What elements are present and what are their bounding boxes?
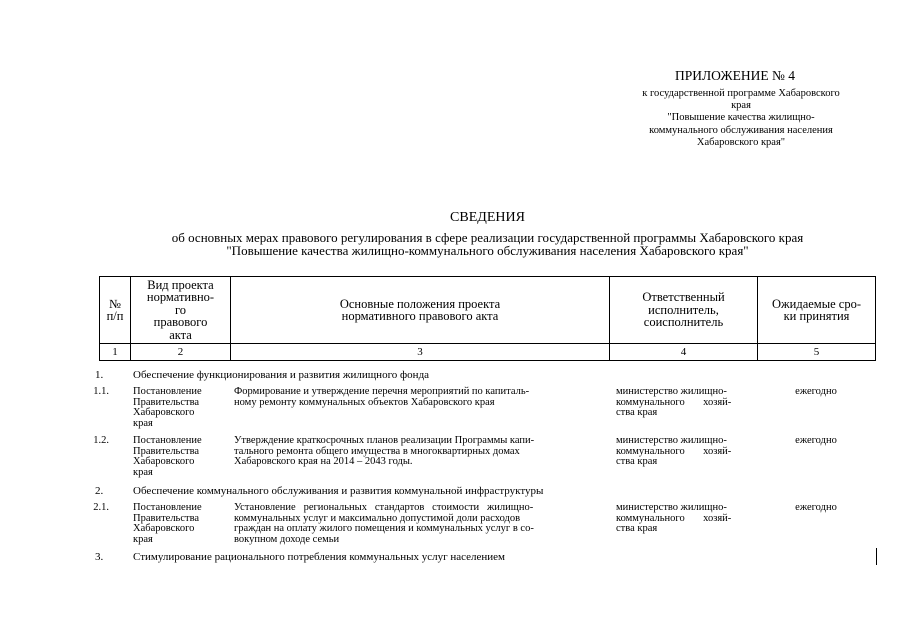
text-cursor: [876, 548, 877, 565]
item-exec-line: ства края: [616, 407, 658, 418]
item-type-line: Правительства: [133, 512, 200, 524]
item-desc-line: граждан на оплату жилого помещения и коммунальных услуг в со-: [234, 523, 534, 534]
section-row: [95, 552, 103, 563]
item-description: [234, 436, 612, 468]
item-type-line: Постановление: [133, 502, 202, 513]
item-desc-line: Установление региональных стандартов стоимости жилищно-: [234, 502, 534, 513]
section-number: 3.: [95, 551, 104, 563]
col-number: 5: [758, 344, 876, 361]
appendix-title: ПРИЛОЖЕНИЕ № 4: [674, 68, 796, 83]
header-text: правового: [153, 315, 208, 330]
appendix-line: Хабаровского края": [696, 136, 786, 148]
item-type-line: Хабаровского: [133, 523, 195, 534]
item-desc-line: вокупном доходе семьи: [234, 533, 340, 545]
item-type-line: края: [133, 417, 153, 429]
col-number: 2: [131, 344, 231, 361]
header-term: [758, 277, 876, 344]
appendix-subtitle: [610, 88, 872, 149]
section-row: [95, 486, 103, 497]
header-desc: [231, 277, 610, 344]
item-type-line: края: [133, 466, 153, 478]
item-description: [234, 387, 612, 408]
header-text: №: [109, 296, 121, 311]
col-number: 1: [100, 344, 131, 361]
col-number: 4: [610, 344, 758, 361]
item-exec-line: ства края: [616, 523, 658, 534]
header-text: Ожидаемые сро-: [771, 296, 861, 311]
item-description: [234, 503, 612, 545]
item-type-line: края: [133, 533, 153, 545]
item-term: ежегодно: [795, 386, 837, 397]
item-term: ежегодно: [795, 435, 837, 446]
item-type-line: Постановление: [133, 386, 202, 397]
header-text: п/п: [106, 309, 124, 323]
item-desc-line: Утверждение краткосрочных планов реализации Программы капи-: [234, 435, 535, 446]
header-type: [131, 277, 231, 344]
item-exec-line: министерство жилищно-: [616, 435, 727, 446]
item-type-line: Правительства: [133, 445, 200, 457]
item-exec-line: коммунального хозяй-: [616, 512, 732, 524]
item-executor: [616, 503, 756, 535]
appendix-block: [610, 68, 872, 149]
item-desc-line: Формирование и утверждение перечня мероприятий по капиталь-: [234, 386, 530, 397]
appendix-line: края: [731, 100, 751, 112]
header-text: Вид проекта: [147, 277, 214, 292]
item-exec-line: министерство жилищно-: [616, 386, 727, 397]
item-executor: [616, 436, 756, 468]
header-text: акта: [169, 327, 192, 342]
item-term: ежегодно: [795, 502, 837, 513]
section-row: [95, 370, 103, 381]
item-type-line: Постановление: [133, 435, 202, 446]
document-subtitle-line-2: "Повышение качества жилищно-коммунального обслуживания населения Хабаровского края": [226, 243, 749, 258]
item-desc-line: тального ремонта общего имущества в многоквартирных домах: [234, 445, 520, 457]
item-type: [133, 436, 223, 478]
item-exec-line: коммунального хозяй-: [616, 396, 732, 408]
item-type-line: Правительства: [133, 396, 200, 408]
header-text: Основные положения проекта: [339, 296, 501, 311]
header-text: Ответственный: [642, 290, 725, 305]
appendix-line: к государственной программе Хабаровского: [642, 88, 840, 99]
item-type-line: Хабаровского: [133, 407, 195, 418]
item-type-line: Хабаровского: [133, 456, 195, 467]
item-number: 1.1.: [93, 386, 109, 397]
section-title: Стимулирование рационального потребления коммунальных услуг населением: [133, 551, 506, 563]
document-subtitle-line-1: об основных мерах правового регулирования в сфере реализации государственной программы Хабаровского края: [171, 230, 804, 245]
appendix-line: коммунального обслуживания населения: [649, 124, 833, 136]
item-type: [133, 503, 223, 545]
col-number: 3: [231, 344, 610, 361]
item-number: 2.1.: [93, 502, 109, 513]
item-executor: [616, 387, 756, 419]
item-number: 1.2.: [93, 435, 109, 446]
section-number: 2.: [95, 485, 104, 497]
item-desc-line: ному ремонту коммунальных объектов Хабаровского края: [234, 396, 495, 408]
section-title: Обеспечение коммунального обслуживания и развития коммунальной инфраструктуры: [133, 485, 544, 497]
header-text: го: [174, 302, 187, 317]
item-type: [133, 387, 223, 429]
header-num: [100, 277, 131, 344]
header-text: исполнитель,: [648, 302, 719, 317]
header-text: нормативно-: [146, 290, 215, 305]
section-title: Обеспечение функционирования и развития жилищного фонда: [133, 369, 430, 381]
item-desc-line: коммунальных услуг и максимально допустимой доли расходов: [234, 512, 521, 524]
section-number: 1.: [95, 369, 104, 381]
header-exec: [610, 277, 758, 344]
appendix-line: "Повышение качества жилищно-: [667, 112, 815, 124]
document-title: СВЕДЕНИЯ: [450, 210, 525, 225]
header-text: соисполнитель: [643, 315, 724, 330]
item-exec-line: коммунального хозяй-: [616, 445, 732, 457]
table-header: [99, 276, 876, 361]
header-text: ки принятия: [783, 309, 850, 323]
item-exec-line: ства края: [616, 456, 658, 467]
item-desc-line: Хабаровского края на 2014 – 2043 годы.: [234, 456, 413, 467]
header-text: нормативного правового акта: [341, 309, 499, 323]
item-exec-line: министерство жилищно-: [616, 502, 727, 513]
